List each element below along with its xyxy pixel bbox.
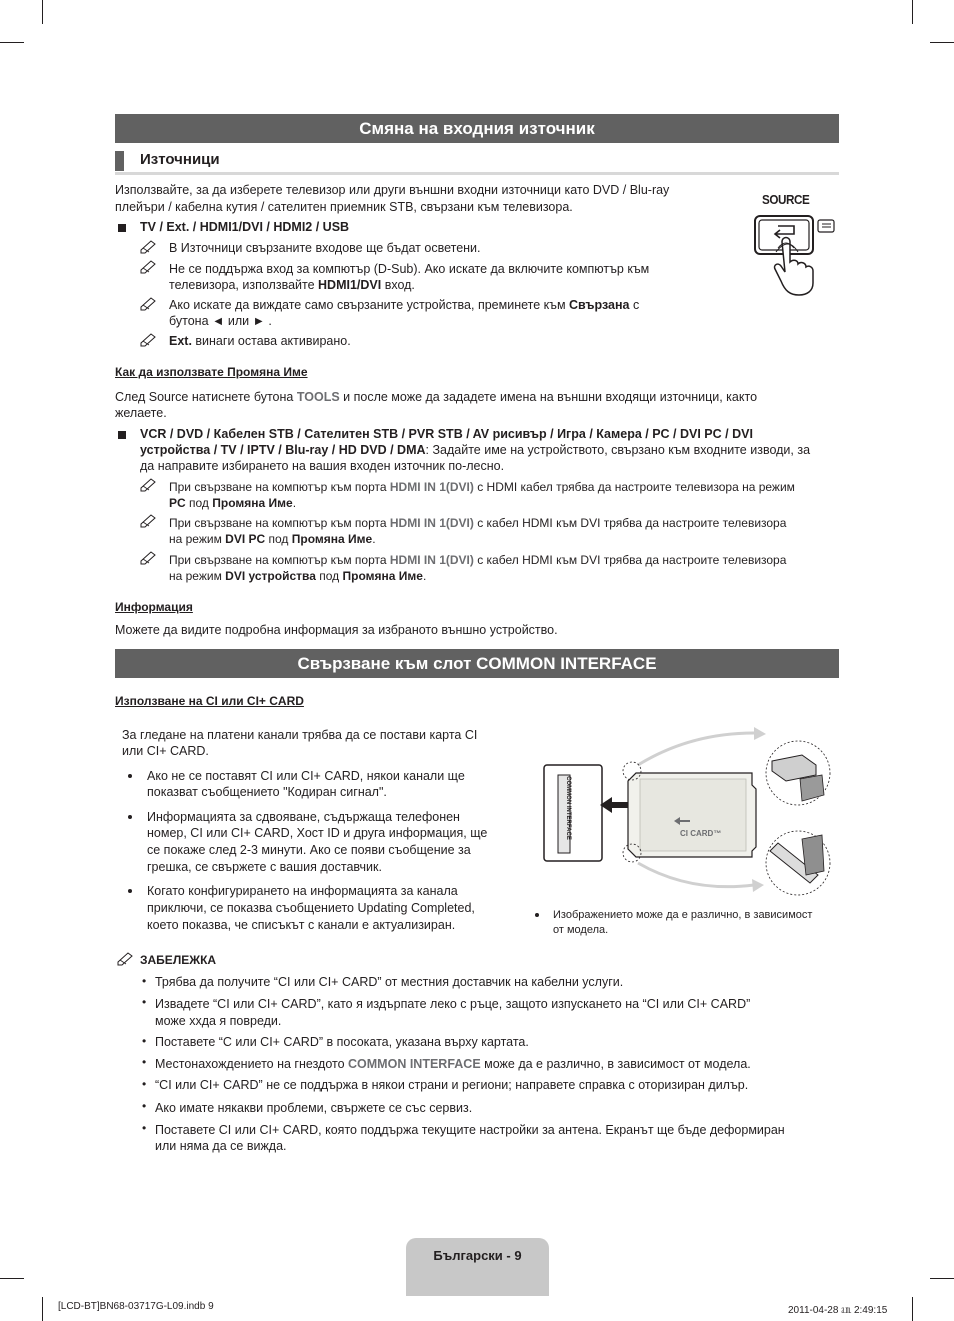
note-item: Поставете CI или CI+ CARD, която поддържа текущите настройки за антена. Екранът ще бъде деформиран [155,1123,785,1137]
note-item: Трябва да получите “CI или CI+ CARD” от местния доставчик на кабелни услуги. [155,975,624,989]
subsection-title: Източници [140,151,220,168]
dvi-device-label: DVI устройства [225,569,316,583]
image-caption: от модела. [553,924,609,936]
ci-heading: Използване на CI или CI+ CARD [115,694,304,708]
card-insert-icon [766,741,830,895]
hdmi-dvi-label: HDMI1/DVI [318,278,382,292]
subsection-header-sources [115,148,839,175]
note-text-part: винаги остава активирано. [191,334,351,348]
ci-bullet-line: Ако не се поставят CI или CI+ CARD, някои канали ще [147,769,465,783]
note-text [169,495,296,512]
text-part: под [265,532,292,546]
pc-label: PC [169,496,186,510]
note-icon [140,514,158,528]
note-icon [140,260,158,274]
bullet [128,774,132,778]
hdmi-port-label: HDMI IN 1(DVI) [389,480,474,494]
rename-heading: Как да използвате Промяна Име [115,365,308,379]
note-text [169,479,795,496]
note-item: може ххда я повреди. [155,1014,282,1028]
tv-slot-icon [544,765,602,861]
note-text [169,515,786,532]
connected-label: Свързана [569,298,630,312]
note-icon [140,478,158,492]
info-heading: Информация [115,600,193,614]
crop-mark [0,1278,24,1279]
remote-source-button-icon [752,208,840,313]
note-icon [140,240,158,254]
ci-card-diagram [540,725,840,900]
note-text: бутона ◄ или ► . [169,314,272,328]
text-part: . [422,569,427,583]
note-bullet-dot: • [142,1034,147,1048]
ci-bullet-line: грешка, се свържете с вашия доставчик. [147,860,382,874]
rename-paragraph [115,389,839,406]
text-part: . [372,532,376,546]
note-text [169,297,639,314]
text-part: След Source натиснете бутона [115,390,297,404]
dvi-pc-label: DVI PC [225,532,266,546]
common-interface-label: COMMON INTERFACE [348,1057,481,1071]
device-list-bold: устройства / TV / IPTV / Blu-ray / HD DVD / DMA [140,443,426,457]
text-part: При свързване на компютър към порта [169,516,390,530]
sources-list: TV / Ext. / HDMI1/DVI / HDMI2 / USB [140,220,350,234]
note-text-part: Ако искате да виждате само свързаните устройства, преминете към [169,298,570,312]
note-text [169,333,351,350]
note-item: Поставете “C или CI+ CARD” в посоката, указана върху картата. [155,1035,529,1049]
device-list [140,442,810,459]
bullet [535,913,539,917]
crop-mark [930,1278,954,1279]
ci-bullet-line: Когато конфигурирането на информацията за канала [147,884,458,898]
note-text-part: с [629,298,640,312]
page-number-tab [406,1238,549,1296]
tools-label: TOOLS [296,390,340,404]
list-square-bullet [118,431,126,439]
note-bullet-dot: • [142,1077,147,1091]
note-bullet-dot: • [142,974,147,988]
note-bullet-dot: • [142,1099,147,1113]
text-part: Местонахождението на гнездото [155,1057,349,1071]
note-text-part: телевизора, използвайте [169,278,319,292]
file-name: [LCD-BT]BN68-03717G-L09.indb 9 [58,1301,214,1312]
text-part: При свързване на компютър към порта [169,480,390,494]
source-button-illustration [752,190,840,300]
hdmi-port-label: HDMI IN 1(DVI) [389,516,474,530]
ci-intro: или CI+ CARD. [122,744,209,758]
source-button-label: SOURCE [762,192,810,207]
note-text: Не се поддържа вход за компютър (D-Sub). Ако искате да включите компютър към [169,262,650,276]
ci-bullet-line: се покаже след 2-3 минути. Ако се появи съобщение за [147,843,471,857]
arrow-left-icon [600,797,628,813]
note-icon [140,551,158,565]
bullet [128,889,132,893]
list-square-bullet [118,224,126,232]
page-number: Български - 9 [433,1248,522,1263]
crop-mark [42,1297,43,1321]
crop-mark [0,42,24,43]
ci-bullet-line: Информацията за сдвояване, съдържаща телефонен [147,810,460,824]
crop-mark [42,0,43,24]
note-bullet-dot: • [142,1121,147,1135]
ci-bullet-line: приключи, се показва съобщението Updating Completed, [147,901,475,915]
header-marker [115,151,124,171]
note-bullet-dot: • [142,1055,147,1069]
text-part: с кабел HDMI към DVI трябва да настроите телевизора [473,516,787,530]
text-part: под [185,496,213,510]
note-text [169,552,786,569]
bullet [128,815,132,819]
note-item [155,1056,751,1073]
rename-label: Промяна Име [212,496,293,510]
ci-card-illustration [540,725,840,900]
note-text [169,531,376,548]
note-heading: ЗАБЕЛЕЖКА [140,953,217,967]
text-part: под [315,569,343,583]
note-item: Извадете “CI или CI+ CARD”, като я издърпате леко с ръце, защото изпускането на “CI или CI+ CARD” [155,997,751,1011]
text-part: на режим [169,532,226,546]
note-text [169,277,415,294]
note-item: Ако имате някакви проблеми, свържете се със сервиз. [155,1101,473,1115]
crop-mark [912,1297,913,1321]
text-part: с HDMI кабел трябва да настроите телевизора на режим [473,480,795,494]
crop-mark [912,0,913,24]
note-bullet-dot: • [142,995,147,1009]
text-part: и после може да зададете имена на външни входящи източници, както [339,390,758,404]
rename-paragraph-line: желаете. [115,406,167,420]
note-text: В Източници свързаните входове ще бъдат осветени. [169,241,481,255]
intro-paragraph: Използвайте, за да изберете телевизор или други външни входни източници като DVD / Blu-ray плейъри / кабелна кутия / сателитен приемник STB, свързани към телевизора. [115,183,670,214]
rename-label: Промяна Име [291,532,373,546]
device-list: да направите избирането на вашия входен източник по-лесно. [140,459,505,473]
note-text [169,568,426,585]
ext-label: Ext. [169,334,192,348]
card-label: CI CARD™ [680,829,722,838]
text-part: . [292,496,297,510]
section-title-ci: Свързване към слот COMMON INTERFACE [115,649,839,678]
ci-bullet-line: номер, CI или CI+ CARD, Хост ID и друга информация, ще [147,826,488,840]
text-part: може да е различно, в зависимост от модела. [480,1057,751,1071]
crop-mark [930,42,954,43]
rename-label: Промяна Име [342,569,423,583]
hdmi-port-label: HDMI IN 1(DVI) [389,553,474,567]
text-part: : Задайте име на устройството, свързано към входните изводи, за [425,443,811,457]
print-timestamp: 2011-04-28 ㏂ 2:49:15 [788,1305,888,1316]
note-item: “CI или CI+ CARD” не се поддържа в някои страни и региони; направете справка с оторизиран дилър. [155,1078,749,1092]
ci-bullet-line: показват съобщението "Кодиран сигнал". [147,785,387,799]
text-part: на режим [169,569,226,583]
ci-bullet-line: което показва, че списъкът с канали е актуализиран. [147,918,456,932]
info-text: Можете да видите подробна информация за избраното външно устройство. [115,623,558,637]
note-text-part: вход. [381,278,415,292]
note-item: или няма да се вижда. [155,1139,287,1153]
note-icon [117,952,135,966]
ci-intro: За гледане на платени канали трябва да се постави карта CI [122,728,478,742]
text-part: с кабел HDMI към DVI трябва да настроите телевизора [473,553,787,567]
section-title-source: Смяна на входния източник [115,114,839,143]
slot-label: COMMON INTERFACE [565,776,571,840]
text-part: При свързване на компютър към порта [169,553,390,567]
image-caption: Изображението може да е различно, в зависимост [553,909,813,921]
device-list: VCR / DVD / Кабелен STB / Сателитен STB / PVR STB / AV рисивър / Игра / Камера / PC / DVI PC / DVI [140,427,753,441]
note-icon [140,297,158,311]
note-icon [140,333,158,347]
